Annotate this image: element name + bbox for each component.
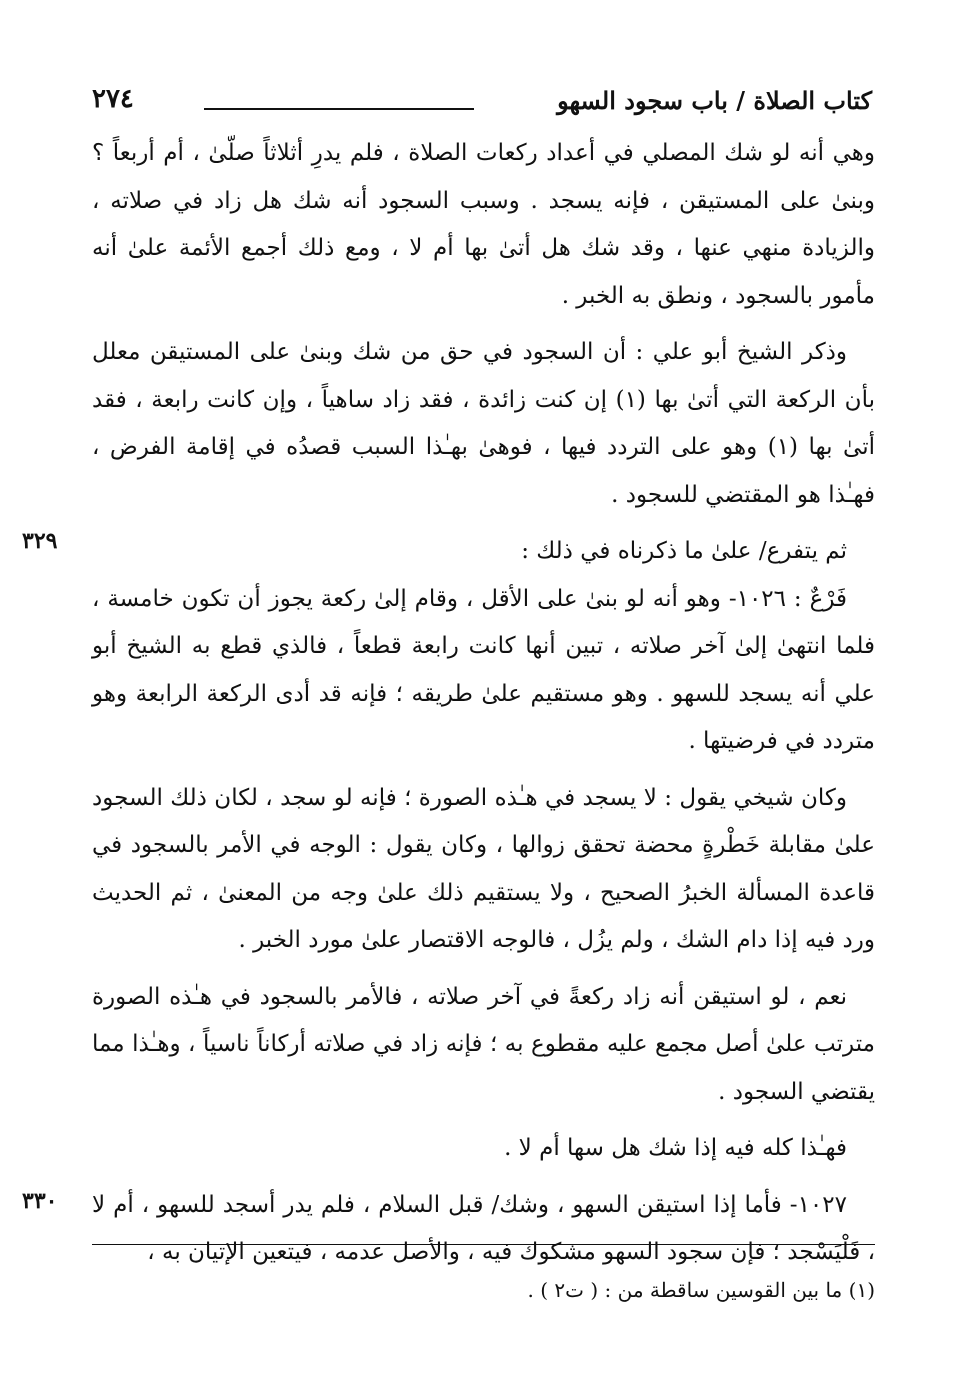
paragraph-5: وكان شيخي يقول : لا يسجد في هـٰذه الصورة ؛ فإنه لو سجد ، لكان ذلك السجود علىٰ مقابلة خَطْرةٍ محضة تحقق زوالها ، وكان يقول : الوجه في الأمر بالسجود في قاعدة المسألة الخبرُ الصحيح ، ولا يستقيم ذلك علىٰ وجه من المعنىٰ ، ثم الحديث ورد فيه إذا دام الشك ، ولم يزُل ، فالوجه الاقتصار علىٰ مورد الخبر . — [92, 784, 875, 953]
paragraph-7: فهـٰذا كله فيه إذا شك هل سها أم لا . — [504, 1135, 847, 1161]
chapter-title: كتاب الصلاة / باب سجود السهو — [557, 86, 872, 115]
page-number: ٢٧٤ — [92, 84, 134, 114]
running-header — [92, 80, 872, 120]
paragraph-6: نعم ، لو استيقن أنه زاد ركعةً في آخر صلاته ، فالأمر بالسجود في هـٰذه الصورة مترتب علىٰ أصل مجمع عليه مقطوع به ؛ فإنه زاد في صلاته أركاناً ناسياً ، وهـٰذا مما يقتضي السجود . — [92, 983, 875, 1105]
paragraph-2: وذكر الشيخ أبو علي : أن السجود في حق من شك وبنىٰ على المستيقن معلل بأن الركعة التي أتىٰ بها (١) إن كنت زائدة ، فقد زاد ساهياً ، وإن كانت رابعة ، فقد أتىٰ بها (١) وهو على التردد فيها ، فوهىٰ بهـٰذا السبب قصدُه في إقامة الفرض ، فهـٰذا هو المقتضي للسجود . — [92, 339, 876, 508]
paragraph-4: فَرْعٌ : ١٠٢٦- وهو أنه لو بنىٰ على الأقل ، وقام إلىٰ ركعة يجوز أن تكون خامسة ، فلما انتهىٰ إلىٰ آخر صلاته ، تبين أنها كانت رابعة قطعاً ، فالذي قطع به الشيخ أبو علي أنه يسجد للسهو . وهو مستقيم علىٰ طريقه ؛ فإنه قد أدى الركعة الرابعة وهو متردد في فرضيتها . — [92, 585, 875, 754]
footnote-rule — [92, 1244, 875, 1245]
margin-number: ٣٣٠ — [22, 1187, 58, 1214]
header-rule — [204, 108, 474, 110]
paragraph-1: وهي أنه لو شك المصلي في أعداد ركعات الصلاة ، فلم يدرِ أثلاثاً صلّىٰ ، أم أربعاً ؟ وبنىٰ على المستيقن ، فإنه يسجد . وسبب السجود أنه شك هل زاد في صلاته ، والزيادة منهي عنها ، وقد شك هل أتىٰ بها أم لا ، ومع ذلك أجمع الأئمة علىٰ أنه مأمور بالسجود ، ونطق به الخبر . — [92, 140, 875, 309]
main-text — [22, 130, 876, 1277]
margin-number: ٣٢٩ — [22, 528, 58, 554]
footnote: (١) ما بين القوسين ساقطة من : ( ت٢ ) . — [527, 1278, 875, 1302]
paragraph-8: ١٠٢٧- فأما إذا استيقن السهو ، وشك/ قبل السلام ، فلم يدر أسجد للسهو ، أم لا ، فَلْيَسْجد ؛ فإن سجود السهو مشكوك فيه ، والأصل عدمه ، فيتعين الإتيان به ، — [92, 1191, 875, 1265]
paragraph-3: ثم يتفرع/ علىٰ ما ذكرناه في ذلك : — [521, 538, 847, 564]
